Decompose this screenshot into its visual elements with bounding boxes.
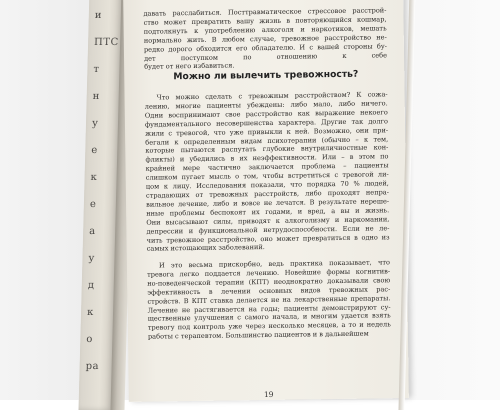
left-page-text-fragment: у [88, 253, 96, 264]
paragraph-2 [147, 258, 391, 342]
text-line: вильное лечение, либо и вовсе не лечатся. В результате нереше- [146, 197, 390, 209]
left-page-text-fragment: е [89, 199, 97, 210]
text-line: щественные улучшения с самого начала, и многим удается взять [147, 311, 391, 324]
text-line: работы с терапевтом. Большинство пациентов и в дальнейшем [147, 329, 369, 341]
text-line: фундаментального несовершенства характера. Другие так долго [144, 117, 389, 129]
text-line: Они высасывают силы, приводят к алкоголизму и наркомании, [146, 214, 390, 227]
left-page-text-fragment: к [86, 307, 94, 318]
text-line: дет поступком по отношению к себе [143, 50, 388, 63]
text-line: стройств. В КПТ ставка делается не на лекарственные препараты. [147, 293, 391, 306]
text-line: депрессии и функциональной нетрудоспособности. Если не ле- [146, 223, 390, 236]
book-page [123, 0, 409, 402]
text-line: бегали к определенным видам психотерапии (обычно – к тем, [145, 134, 389, 147]
text-line: которые пытаются распутать глубокие внутриличностные кон- [145, 143, 389, 156]
text-line: самых истощающих заболеваний. [146, 243, 265, 254]
left-page-text-fragment: о [86, 334, 94, 345]
text-line: лению, многие пациенты убеждены: либо мало, либо ничего. [144, 99, 388, 111]
paragraph-1 [145, 90, 390, 254]
text-line: редко дорого обходится его обладателю. И с вашей стороны бу- [143, 41, 387, 54]
left-page-text-fragment: д [87, 280, 95, 291]
text-line: тревогу под контроль уже через несколько месяцев, а то и недель [147, 320, 391, 333]
left-page-text-fragment: е [91, 145, 98, 156]
text-line: нные проблемы беспокоят их годами, и вред, а вы и жизнь. [146, 206, 390, 218]
text-line: слишком пугает мысль о том, чтобы встретиться с тревогой ли- [145, 170, 389, 182]
left-page-text-fragment: у [91, 118, 99, 129]
text-line: жили с тревогой, что уже привыкли к ней. Возможно, они при- [145, 125, 389, 138]
intro-paragraph [143, 6, 387, 72]
left-page-text-fragment: ПТС [93, 37, 119, 48]
left-page-text-fragment: к [90, 172, 98, 183]
text-line: фликты) и убедились в их неэффективности. Или – в этом по [145, 152, 389, 165]
left-page-text-fragment: н [92, 91, 101, 102]
text-line: тревога легко поддается лечению. Новейшие формы когнитив- [147, 267, 391, 279]
left-page-text-fragment: и [94, 10, 103, 21]
left-page-text-fragment: а [89, 226, 96, 237]
text-line: страдающих от тревожных расстройств, либо проходят непра- [145, 188, 390, 200]
left-page-text-fragment: ра [85, 361, 100, 372]
text-line: но-поведенческой терапии (КПТ) неоднократно доказывали свою [147, 276, 391, 288]
text-line: подтолкнуть к употреблению алкоголя и наркотиков, мешать [143, 24, 387, 36]
text-line: чить тревожное расстройство, оно может превратиться в одно из [146, 232, 390, 245]
page-number: 19 [263, 389, 274, 400]
text-line: будет от него избавиться. [144, 61, 235, 72]
text-line: ство может превратить вашу жизнь в повторяющийся кошмар, [143, 15, 387, 27]
text-line: Что можно сделать с тревожным расстройством? К сожа- [156, 90, 388, 102]
text-line: цом к лицу. Исследования показали, что порядка 70 % людей, [145, 179, 389, 191]
text-line: эффективность в лечении основных видов тревожных рас- [147, 284, 391, 297]
left-page-text-fragment: т [93, 64, 100, 75]
text-line: давать расслабиться. Посттравматическое стрессовое расстрой- [143, 6, 387, 18]
text-line: Одни воспринимают свое расстройство как выражение некоего [144, 108, 388, 120]
text-line: Лечение не растягивается на годы; пациенты демонстрируют су- [147, 302, 391, 315]
text-line: И это весьма прискорбно, ведь практика показывает, что [158, 258, 390, 270]
section-heading: Можно ли вылечить тревожность? [173, 68, 359, 83]
text-line: крайней мере частично заключается проблема – пациенты [145, 161, 389, 173]
text-line: нормально жить. В любом случае, тревожное расстройство не- [143, 33, 387, 45]
